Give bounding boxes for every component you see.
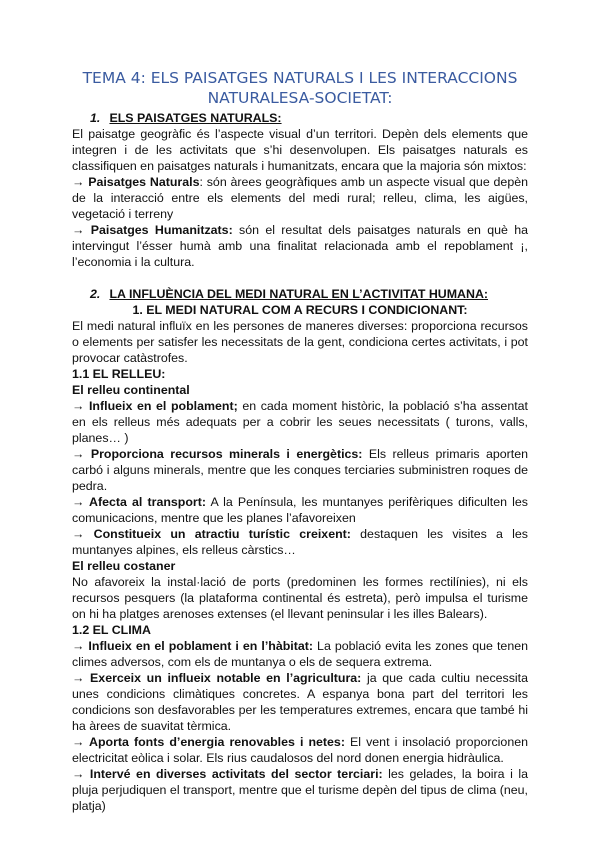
relleu-item <box>72 398 528 446</box>
relleu-costaner-text: No afavoreix la instal·lació de ports (predominen les formes rectilínies), ni els recursos pesquers (la plataforma continental és estreta), però impulsa el turisme on hi ha platges arenoses extenses (el llevant peninsular i les illes Balears). <box>72 575 528 621</box>
section-1-intro: El paisatge geogràfic és l’aspecte visual d’un territori. Depèn dels elements que integren i de les activitats que s’hi desenvolupen. Els paisatges naturals es classifiquen en paisatges naturals i humanitzats, encara que la majoria són mixtos: <box>72 127 528 173</box>
relleu-item <box>72 494 528 526</box>
clima-item <box>72 638 528 670</box>
item-text: La població evita les zones que tenen climes adversos, com els de muntanya o els de sequera extrema. <box>72 639 528 669</box>
item-text: ja que cada cultiu necessita unes condicions climàtiques concretes. A espanya bona part del territori les condicions son desfavorables per les temperatures extremes, encara que també hi ha àrees de suavitat tèrmica. <box>72 671 529 733</box>
title-line-1: TEMA 4: ELS PAISATGES NATURALS I LES INTERACCIONS <box>82 69 518 87</box>
section-2-number: 2. <box>90 287 101 301</box>
clima-item <box>72 670 528 734</box>
relleu-heading: 1.1 EL RELLEU: <box>72 367 166 381</box>
relleu-continental-heading: El relleu continental <box>72 383 190 397</box>
document-body <box>72 110 528 814</box>
section-1-number: 1. <box>90 111 101 125</box>
item-label: → Paisatges Humanitzats: <box>72 223 233 237</box>
item-label: → Aporta fonts d’energia renovables i netes: <box>72 735 345 749</box>
item-text: són el resultat dels paisatges naturals en què ha intervingut l’ésser humà amb una finalitat relacionada amb el repoblament ¡, l’economia i la cultura. <box>72 223 528 269</box>
section-2-title: LA INFLUÈNCIA DEL MEDI NATURAL EN L’ACTIVITAT HUMANA: <box>109 287 489 301</box>
item-text: en cada moment històric, la població s’ha assentat en els relleus més adequats per a cobrir les seues necessitats ( turons, valls, planes… ) <box>72 399 528 445</box>
item-label: → Afecta al transport: <box>72 495 207 509</box>
item-text: A la Península, les muntanyes perifèriques dificulten les comunicacions, mentre que les planes l’afavoreixen <box>72 495 528 525</box>
item-text: : són àrees geogràfiques amb un aspecte visual que depèn de la interacció entre els elements del medi rural; relleu, clima, les aigües, vegetació i terreny <box>72 175 528 221</box>
section-1-item-humanitzat <box>72 222 528 270</box>
section-2-heading <box>72 286 528 302</box>
clima-item <box>72 734 528 766</box>
relleu-costaner-heading: El relleu costaner <box>72 559 176 573</box>
item-label: → Influeix en el poblament i en l’hàbitat: <box>72 639 314 653</box>
section-2-subheading: 1. EL MEDI NATURAL COM A RECURS I CONDICIONANT: <box>132 303 468 317</box>
item-label: → Intervé en diverses activitats del sector terciari: <box>72 767 383 781</box>
clima-heading: 1.2 EL CLIMA <box>72 623 151 637</box>
item-label: → Proporciona recursos minerals i energètics: <box>72 447 363 461</box>
section-1-item-natural <box>72 174 528 222</box>
spacer <box>72 270 528 286</box>
section-2-intro: El medi natural influïx en les persones de maneres diverses: proporciona recursos o elements per satisfer les necessitats de la gent, condiciona certes activitats, i pot provocar catàstrofes. <box>72 319 528 365</box>
page-title <box>60 68 540 108</box>
clima-item <box>72 766 528 814</box>
item-label: → Constitueix un atractiu turístic creixent: <box>72 527 351 541</box>
section-1-heading <box>72 110 528 126</box>
item-label: → Paisatges Naturals <box>72 175 200 189</box>
item-text: les gelades, la boira i la pluja perjudiquen el transport, mentre que el turisme depèn del tipus de clima (neu, platja) <box>72 767 528 813</box>
item-label: → Influeix en el poblament; <box>72 399 238 413</box>
title-line-2: NATURALESA-SOCIETAT: <box>207 89 393 107</box>
relleu-item <box>72 446 528 494</box>
item-text: destaquen les visites a les muntanyes alpines, els relleus càrstics… <box>72 527 528 557</box>
item-label: → Exerceix un influeix notable en l’agricultura: <box>72 671 362 685</box>
section-1-title: ELS PAISATGES NATURALS: <box>109 111 282 125</box>
item-text: Els relleus primaris aporten carbó i alguns minerals, mentre que les conques terciaries subministren roques de pedra. <box>72 447 528 493</box>
item-text: El vent i insolació proporcionen electricitat eòlica i solar. Els rius caudalosos del nord donen energia hidràulica. <box>72 735 528 765</box>
relleu-item <box>72 526 528 558</box>
